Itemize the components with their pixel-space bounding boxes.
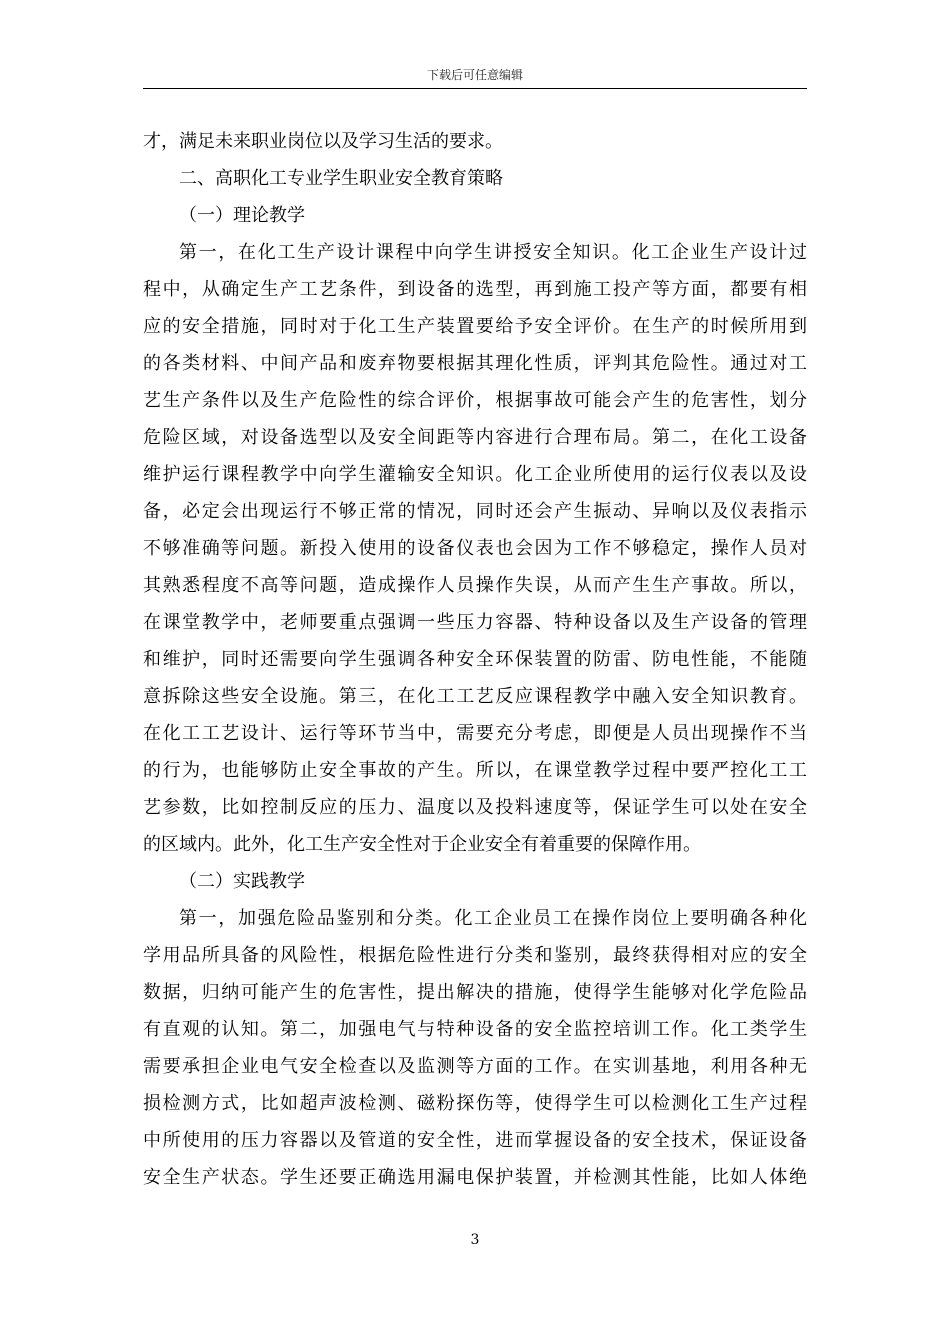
text-line: 艺参数，比如控制反应的压力、温度以及投料速度等，保证学生可以处在安全 bbox=[143, 797, 807, 818]
text-line: （一）理论教学 bbox=[179, 205, 305, 226]
text-line: 第一，加强危险品鉴别和分类。化工企业员工在操作岗位上要明确各种化 bbox=[179, 908, 807, 929]
text-line: 应的安全措施，同时对于化工生产装置要给予安全评价。在生产的时候所用到 bbox=[143, 316, 807, 337]
document-body bbox=[143, 123, 807, 1196]
text-line: 需要承担企业电气安全检查以及监测等方面的工作。在实训基地，利用各种无 bbox=[143, 1056, 807, 1077]
text-line: 的行为，也能够防止安全事故的产生。所以，在课堂教学过程中要严控化工工 bbox=[143, 760, 807, 781]
text-line: 和维护，同时还需要向学生强调各种安全环保装置的防雷、防电性能，不能随 bbox=[143, 649, 807, 670]
text-line: 在课堂教学中，老师要重点强调一些压力容器、特种设备以及生产设备的管理 bbox=[143, 612, 807, 633]
text-line: 学用品所具备的风险性，根据危险性进行分类和鉴别，最终获得相对应的安全 bbox=[143, 945, 807, 966]
text-line: 其熟悉程度不高等问题，造成操作人员操作失误，从而产生生产事故。所以， bbox=[143, 575, 807, 596]
text-line: 安全生产状态。学生还要正确选用漏电保护装置，并检测其性能，比如人体绝 bbox=[143, 1167, 807, 1188]
text-line: 艺生产条件以及生产危险性的综合评价，根据事故可能会产生的危害性，划分 bbox=[143, 390, 807, 411]
text-line: 损检测方式，比如超声波检测、磁粉探伤等，使得学生可以检测化工生产过程 bbox=[143, 1093, 807, 1114]
text-line: 备，必定会出现运行不够正常的情况，同时还会产生振动、异响以及仪表指示 bbox=[143, 501, 807, 522]
text-line: 不够准确等问题。新投入使用的设备仪表也会因为工作不够稳定，操作人员对 bbox=[143, 538, 807, 559]
text-line: 意拆除这些安全设施。第三，在化工工艺反应课程教学中融入安全知识教育。 bbox=[143, 686, 807, 707]
text-line: 的各类材料、中间产品和废弃物要根据其理化性质，评判其危险性。通过对工 bbox=[143, 353, 807, 374]
text-line: 才，满足未来职业岗位以及学习生活的要求。 bbox=[143, 131, 503, 152]
page-header: 下载后可任意编辑 bbox=[426, 68, 523, 82]
text-line: （二）实践教学 bbox=[179, 871, 305, 892]
text-line: 在化工工艺设计、运行等环节当中，需要充分考虑，即便是人员出现操作不当 bbox=[143, 723, 807, 744]
text-line: 程中，从确定生产工艺条件，到设备的选型，再到施工投产等方面，都要有相 bbox=[143, 279, 807, 300]
text-line: 数据，归纳可能产生的危害性，提出解决的措施，使得学生能够对化学危险品 bbox=[143, 982, 807, 1003]
text-line: 中所使用的压力容器以及管道的安全性，进而掌握设备的安全技术，保证设备 bbox=[143, 1130, 807, 1151]
text-line: 危险区域，对设备选型以及安全间距等内容进行合理布局。第二，在化工设备 bbox=[143, 427, 807, 448]
text-line: 有直观的认知。第二，加强电气与特种设备的安全监控培训工作。化工类学生 bbox=[143, 1019, 807, 1040]
text-line: 维护运行课程教学中向学生灌输安全知识。化工企业所使用的运行仪表以及设 bbox=[143, 464, 807, 485]
text-line: 的区域内。此外，化工生产安全性对于企业安全有着重要的保障作用。 bbox=[143, 834, 701, 855]
text-line: 第一，在化工生产设计课程中向学生讲授安全知识。化工企业生产设计过 bbox=[179, 242, 807, 263]
header-divider bbox=[143, 88, 807, 89]
text-line: 二、高职化工专业学生职业安全教育策略 bbox=[179, 168, 503, 189]
page-number: 3 bbox=[470, 1232, 480, 1248]
